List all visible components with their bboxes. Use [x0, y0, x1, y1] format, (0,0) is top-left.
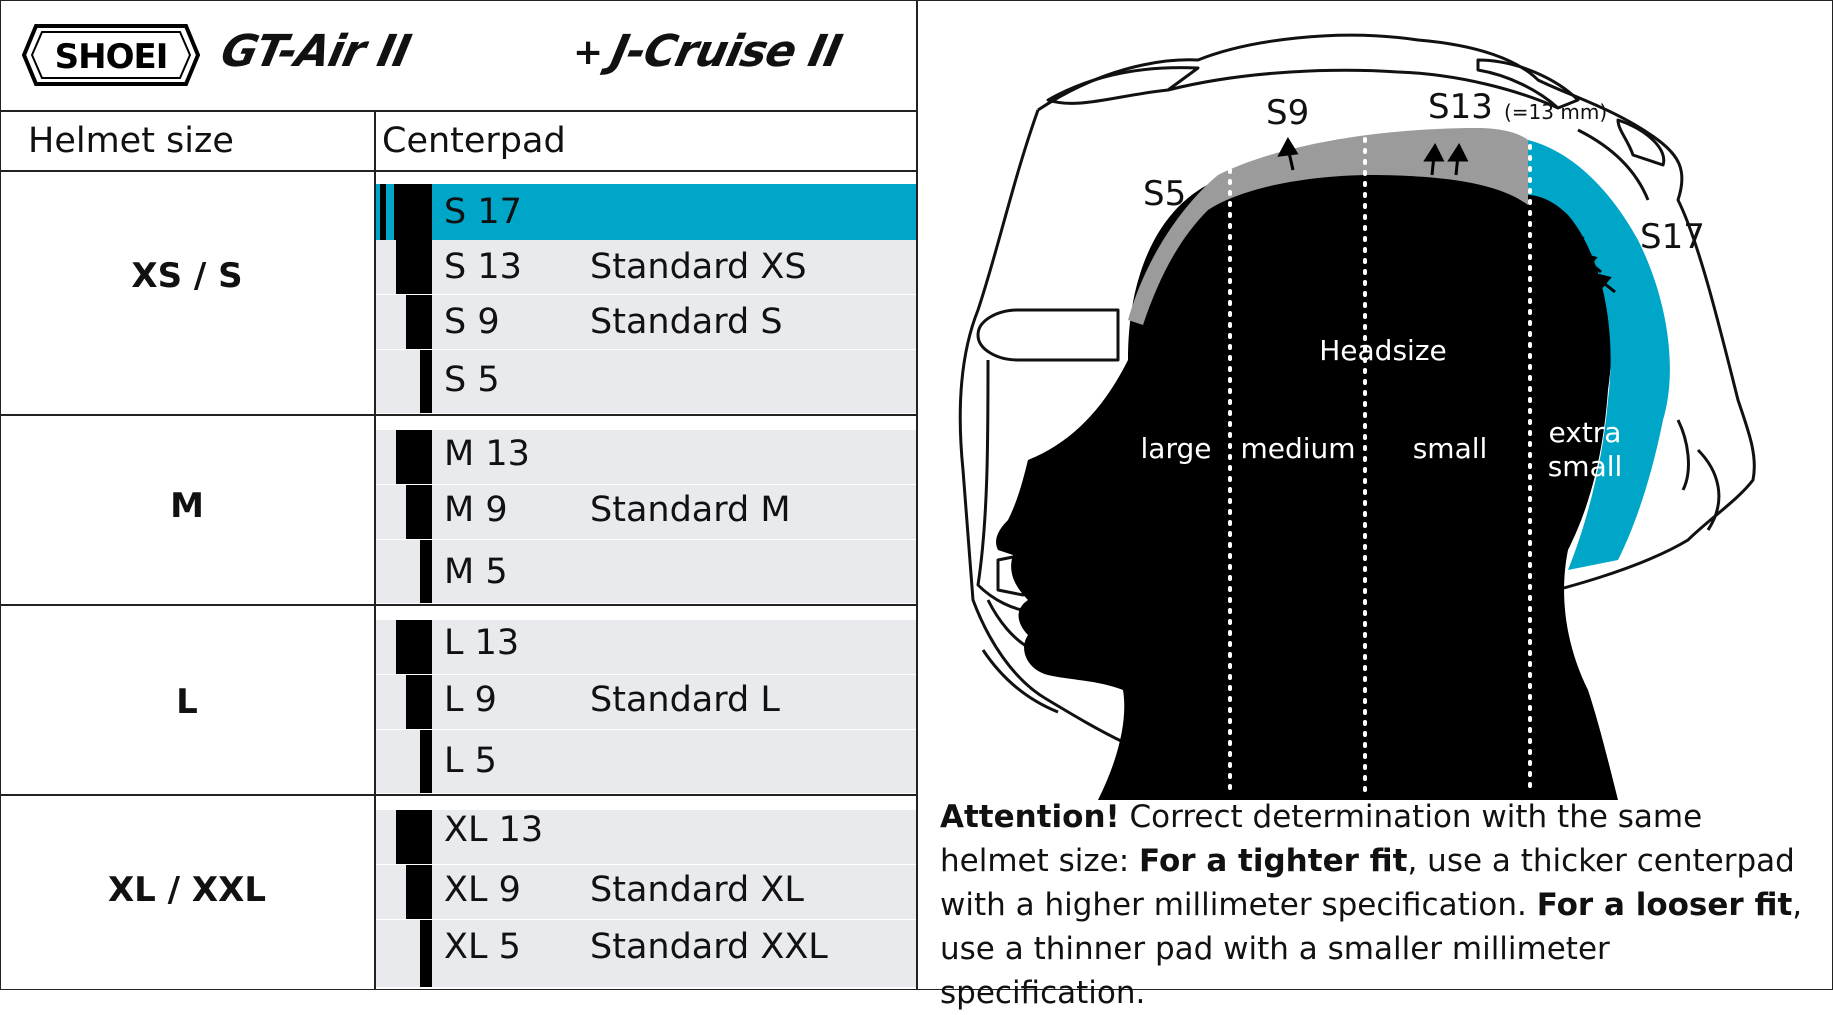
model-gt-air-2: GT-Air II	[216, 26, 415, 77]
pad-row-s13[interactable]	[376, 240, 916, 295]
note-text-3: , use a thinner pad with a smaller millimeter specification.	[940, 887, 1803, 1011]
group-separator	[0, 604, 916, 606]
size-xl-xxl: XL / XXL	[107, 870, 267, 910]
pad-standard: Standard XL	[590, 870, 804, 910]
pad-row-m13[interactable]	[376, 430, 916, 485]
size-xs-s: XS / S	[131, 256, 243, 296]
pad-row-m5[interactable]	[376, 540, 916, 604]
pad-row-l13[interactable]	[376, 620, 916, 675]
size-l: L	[176, 682, 198, 722]
note-looser: For a looser fit	[1536, 887, 1793, 923]
shoei-logo	[22, 24, 200, 86]
pad-thickness-bar	[406, 865, 432, 919]
pad-name: S 17	[444, 192, 522, 232]
zone-large: large	[1140, 432, 1212, 465]
group-separator	[0, 794, 916, 796]
model-j-cruise-2: J-Cruise II	[606, 26, 846, 77]
label-s13-note: (=13 mm)	[1504, 100, 1608, 124]
pad-row-s17[interactable]	[376, 184, 916, 240]
zone-extra: extra	[1548, 416, 1622, 449]
zone-small: small	[1412, 432, 1488, 465]
pad-standard: Standard M	[590, 490, 791, 530]
pad-thickness-bar	[420, 540, 432, 603]
pad-row-m9[interactable]	[376, 485, 916, 540]
label-s13: S13	[1428, 87, 1493, 127]
size-m: M	[170, 486, 204, 526]
pad-thickness-bar	[420, 730, 432, 793]
pad-row-xl5[interactable]	[376, 920, 916, 988]
logo-text: SHOEI	[54, 37, 168, 77]
pad-name: S 9	[444, 302, 500, 342]
pad-name: M 9	[444, 490, 508, 530]
pad-row-l5[interactable]	[376, 730, 916, 794]
group-separator	[0, 414, 916, 416]
pad-name: L 5	[444, 741, 497, 781]
pad-name: L 9	[444, 680, 497, 720]
pad-thickness-bar	[406, 675, 432, 729]
pad-row-s9[interactable]	[376, 295, 916, 350]
note-attention: Attention!	[940, 799, 1120, 835]
note-text-2: , use a thicker centerpad with a higher millimeter specification.	[940, 843, 1795, 923]
zone-extra-small: small	[1547, 450, 1623, 483]
pad-thickness-bar	[396, 240, 432, 294]
pad-standard: Standard L	[590, 680, 780, 720]
pad-row-xl13[interactable]	[376, 810, 916, 865]
head-silhouette	[996, 161, 1618, 800]
label-s5: S5	[1143, 174, 1187, 214]
pad-name: XL 9	[444, 870, 521, 910]
label-headsize: Headsize	[1319, 334, 1447, 367]
note-text-1: Correct determination with the same helmet size:	[940, 799, 1703, 879]
pad-name: XL 13	[444, 810, 544, 850]
pad-thickness-bar	[394, 184, 432, 240]
plus-sign: +	[573, 32, 604, 73]
note-tighter: For a tighter fit	[1139, 843, 1408, 879]
pad-thickness-bar	[420, 920, 432, 987]
col-helmet-size: Helmet size	[28, 121, 234, 161]
pad-row-xl9[interactable]	[376, 865, 916, 920]
label-s9: S9	[1266, 93, 1310, 133]
pad-name: M 5	[444, 552, 508, 592]
attention-note	[940, 795, 1820, 1015]
pad-row-l9[interactable]	[376, 675, 916, 730]
pad-standard: Standard S	[590, 302, 783, 342]
pad-name: S 5	[444, 360, 500, 400]
pad-thickness-marker	[380, 184, 386, 240]
header-rule	[0, 170, 916, 172]
pad-thickness-bar	[396, 430, 432, 484]
pad-thickness-bar	[420, 350, 432, 413]
pad-thickness-bar	[406, 295, 432, 349]
col-centerpad: Centerpad	[382, 121, 566, 161]
pad-thickness-bar	[396, 810, 432, 864]
pad-standard: Standard XXL	[590, 927, 828, 967]
pad-thickness-bar	[396, 620, 432, 674]
pad-name: S 13	[444, 247, 522, 287]
pad-name: XL 5	[444, 927, 521, 967]
pad-row-s5[interactable]	[376, 350, 916, 414]
label-s17: S17	[1640, 217, 1705, 257]
pad-thickness-bar	[406, 485, 432, 539]
header	[0, 0, 916, 112]
helmet-diagram	[918, 0, 1833, 800]
pad-name: M 13	[444, 434, 530, 474]
pad-name: L 13	[444, 623, 520, 663]
zone-medium: medium	[1240, 432, 1356, 465]
pad-standard: Standard XS	[590, 247, 807, 287]
